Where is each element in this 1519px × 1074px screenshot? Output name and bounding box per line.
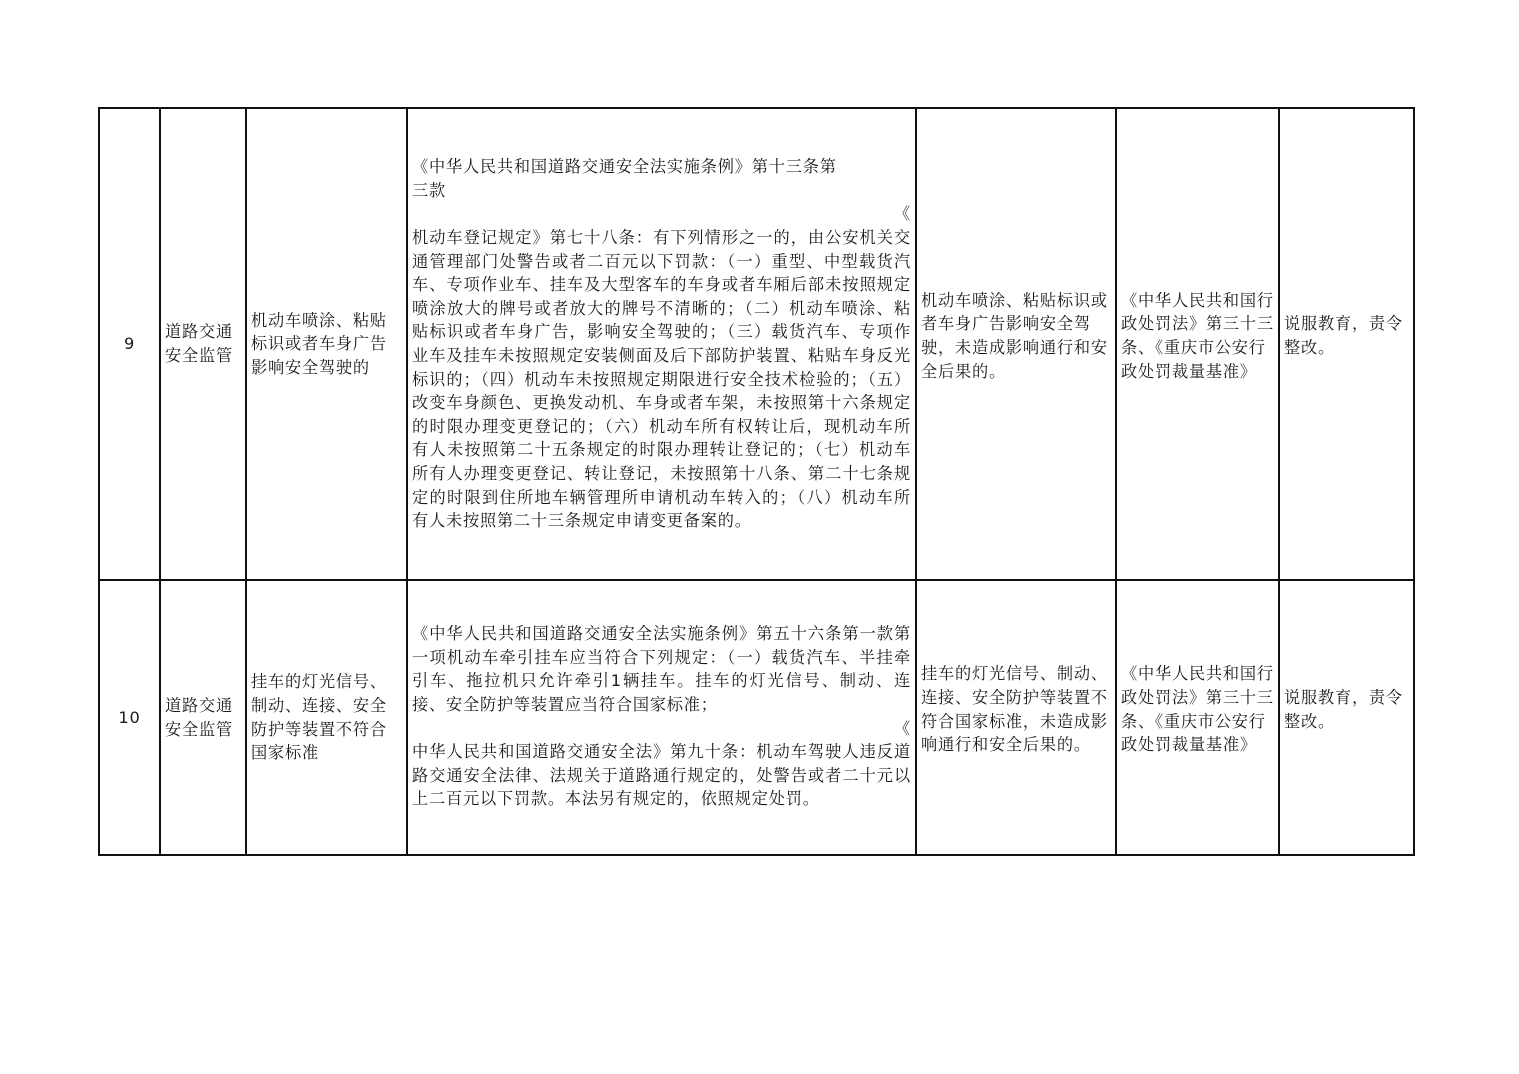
violation-behavior: 挂车的灯光信号、制动、连接、安全防护等装置不符合国家标准 [246,580,407,855]
mitigating-circumstance: 机动车喷涂、粘贴标识或者车身广告影响安全驾驶，未造成影响通行和安全后果的。 [916,108,1116,580]
row-number: 9 [99,108,160,580]
supervision-area: 道路交通安全监管 [160,580,246,855]
mitigating-circumstance: 挂车的灯光信号、制动、连接、安全防护等装置不符合国家标准，未造成影响通行和安全后果的。 [916,580,1116,855]
enforcement-table [98,107,1415,856]
legal-basis-line: 《 [894,718,911,738]
exemption-law: 《中华人民共和国行政处罚法》第三十三条、《重庆市公安行政处罚裁量基准》 [1116,580,1279,855]
table-row [99,580,1414,855]
table-row [99,108,1414,580]
row-number: 10 [99,580,160,855]
legal-basis-line: 《中华人民共和国道路交通安全法实施条例》第十三条第 [412,157,837,177]
exemption-law: 《中华人民共和国行政处罚法》第三十三条、《重庆市公安行政处罚裁量基准》 [1116,108,1279,580]
legal-basis [407,580,916,855]
corrective-measure: 说服教育，责令整改。 [1279,108,1414,580]
legal-basis-line: 机动车登记规定》第七十八条：有下列情形之一的，由公安机关交通管理部门处警告或者二百元以下罚款：（一）重型、中型载货汽车、专项作业车、挂车及大型客车的车身或者车厢后部未按照规定喷涂放大的牌号或者放大的牌号不清晰的；（二）机动车喷涂、粘贴标识或者车身广告，影响安全驾驶的；（三）载货汽车、专项作业车及挂车未按照规定安装侧面及后下部防护装置、粘贴车身反光标识的；（四）机动车未按照规定期限进行安全技术检验的；（五）改变车身颜色、更换发动机、车身或者车架，未按照第十六条规定的时限办理变更登记的；（六）机动车所有权转让后，现机动车所有人未按照第二十五条规定的时限办理转让登记的；（七）机动车所有人办理变更登记、转让登记，未按照第十八条、第二十七条规定的时限到住所地车辆管理所申请机动车转入的；（八）机动车所有人未按照第二十三条规定申请变更备案的。 [412,228,911,531]
legal-basis-line: 《 [894,204,911,224]
supervision-area: 道路交通安全监管 [160,108,246,580]
legal-basis-line: 中华人民共和国道路交通安全法》第九十条：机动车驾驶人违反道路交通安全法律、法规关于道路通行规定的，处警告或者二十元以上二百元以下罚款。本法另有规定的，依照规定处罚。 [412,742,911,809]
legal-basis [407,108,916,580]
corrective-measure: 说服教育，责令整改。 [1279,580,1414,855]
legal-basis-line: 三款 [412,180,446,200]
legal-basis-line: 《中华人民共和国道路交通安全法实施条例》第五十六条第一款第一项机动车牵引挂车应当符合下列规定：（一）载货汽车、半挂牵引车、拖拉机只允许牵引1辆挂车。挂车的灯光信号、制动、连接、安全防护等装置应当符合国家标准； [412,624,911,714]
violation-behavior: 机动车喷涂、粘贴标识或者车身广告影响安全驾驶的 [246,108,407,580]
